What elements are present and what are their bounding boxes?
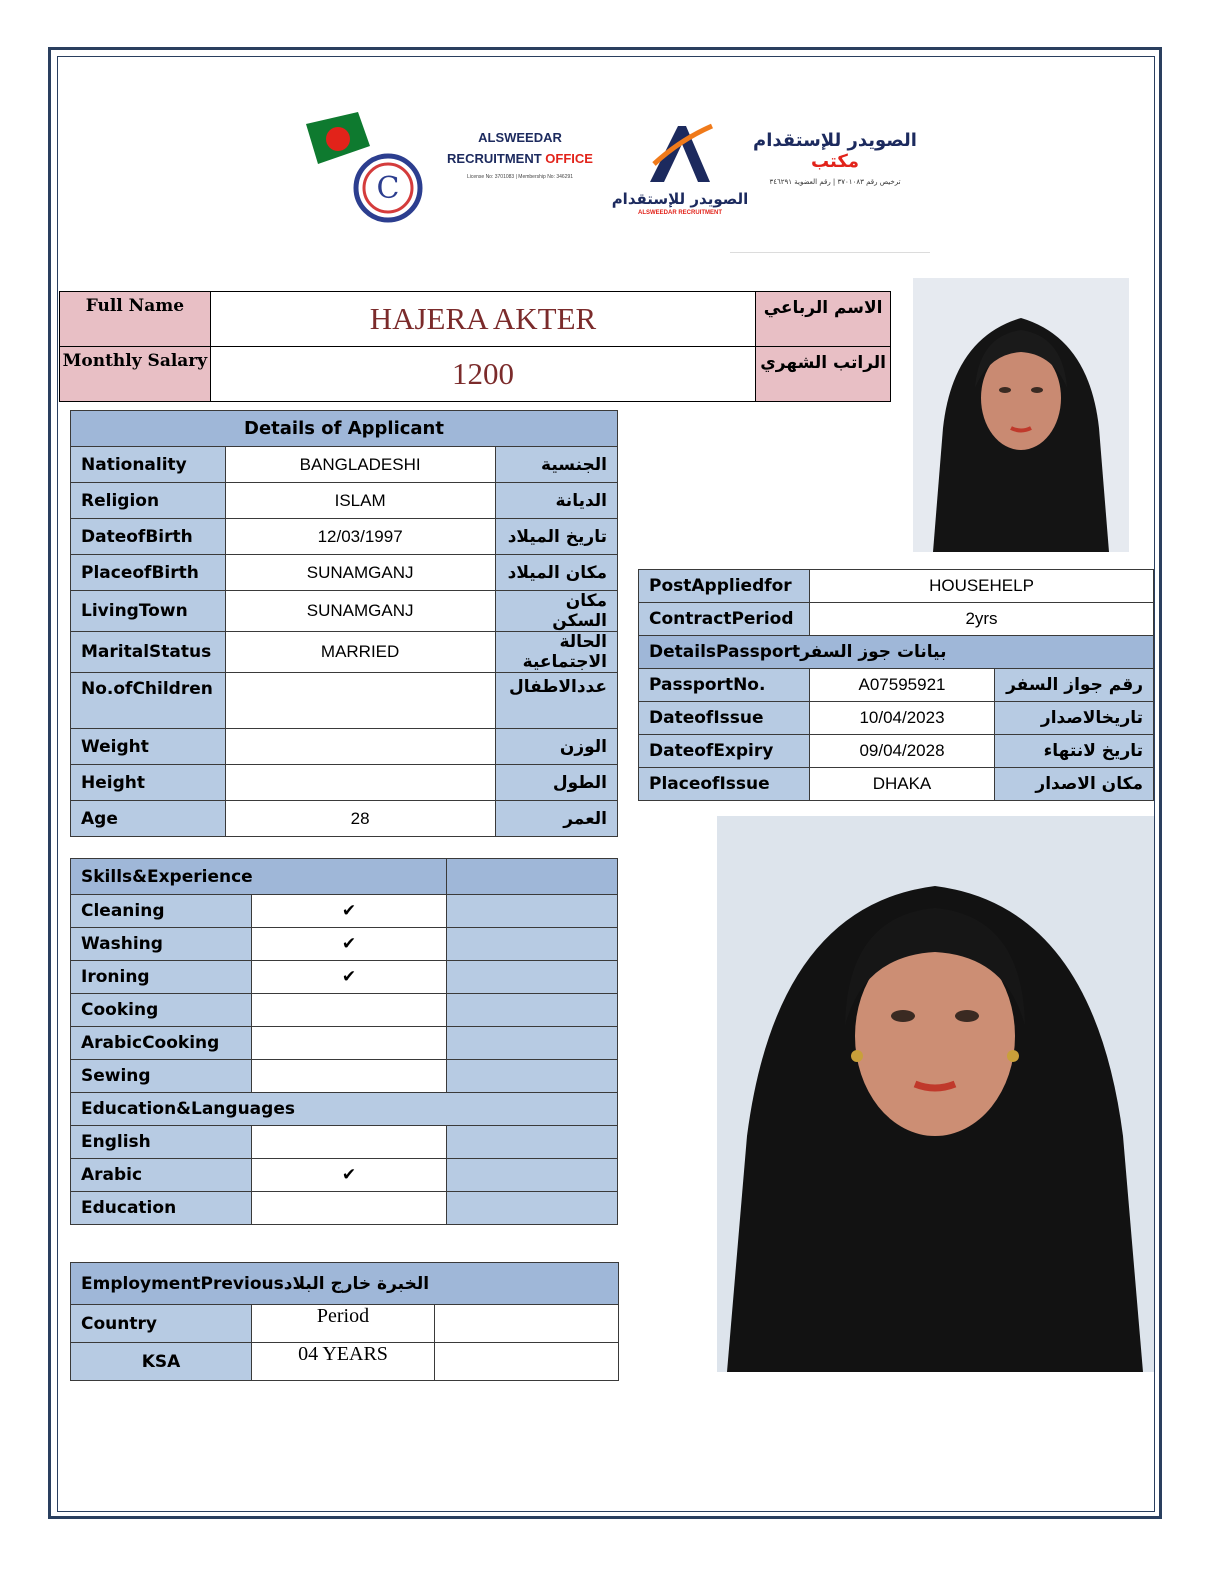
skill-sewing-label: Sewing xyxy=(71,1060,252,1093)
skill-washing-label: Washing xyxy=(71,928,252,961)
table-row xyxy=(71,1126,618,1159)
skill-arabic-cooking-label: ArabicCooking xyxy=(71,1027,252,1060)
table-row xyxy=(71,994,618,1027)
skill-ironing-check: ✔ xyxy=(252,961,447,994)
table-row xyxy=(71,519,618,555)
table-row xyxy=(71,961,618,994)
children-label-ar: عددالاطفال xyxy=(495,673,617,729)
table-row xyxy=(71,895,618,928)
living-town-label: LivingTown xyxy=(71,591,226,632)
table-row xyxy=(71,632,618,673)
skill-cleaning-check: ✔ xyxy=(252,895,447,928)
office-name-en xyxy=(445,130,595,180)
center-logo-ar: الصويدر للإستقدام xyxy=(611,190,749,208)
table-row xyxy=(71,447,618,483)
age-label-ar: العمر xyxy=(495,801,617,837)
education-label: Education xyxy=(71,1192,252,1225)
place-of-birth-value: SUNAMGANJ xyxy=(225,555,495,591)
alsweedar-a-logo xyxy=(640,120,720,190)
table-row xyxy=(71,765,618,801)
logo-banner xyxy=(290,100,940,260)
weight-label-ar: الوزن xyxy=(495,729,617,765)
living-town-value: SUNAMGANJ xyxy=(225,591,495,632)
employment-col-period: Period xyxy=(252,1305,435,1343)
contract-period-value: 2yrs xyxy=(810,603,1154,636)
post-applied-label: PostAppliedfor xyxy=(639,570,810,603)
skills-table xyxy=(70,858,618,1225)
height-label-ar: الطول xyxy=(495,765,617,801)
license-line: License No: 3701083 | Membership No: 346291 xyxy=(466,174,574,180)
living-town-label-ar: مكان السكن xyxy=(495,591,617,632)
portrait-small-image xyxy=(913,278,1129,552)
passport-section-title xyxy=(639,636,1154,669)
height-label: Height xyxy=(71,765,226,801)
employment-row-blank xyxy=(435,1343,619,1381)
date-of-issue-value: 10/04/2023 xyxy=(810,702,995,735)
place-of-birth-label-ar: مكان الميلاد xyxy=(495,555,617,591)
education-check xyxy=(252,1192,447,1225)
lang-english-extra xyxy=(447,1126,618,1159)
table-row xyxy=(639,570,1154,603)
office-name-line-2b: OFFICE xyxy=(545,151,593,166)
passport-no-label-ar: رقم جواز السفر xyxy=(995,669,1154,702)
passport-section-title-ar: بيانات جوز السفر xyxy=(800,642,947,662)
dob-value: 12/03/1997 xyxy=(225,519,495,555)
salary-row xyxy=(60,347,891,402)
employment-col-blank xyxy=(435,1305,619,1343)
office-name-line-2a: RECRUITMENT xyxy=(447,151,542,166)
name-salary-table xyxy=(59,291,891,402)
skills-title: Skills&Experience xyxy=(71,859,447,895)
table-row xyxy=(71,1159,618,1192)
office-name-ar-sub: ترخيص رقم ٣٧٠١٠٨٣ | رقم العضوية ٣٤٦٢٩١ xyxy=(769,178,901,186)
table-row xyxy=(639,669,1154,702)
post-applied-value: HOUSEHELP xyxy=(810,570,1154,603)
weight-value xyxy=(225,729,495,765)
salary-value: 1200 xyxy=(210,347,755,402)
table-row xyxy=(71,928,618,961)
svg-text:C: C xyxy=(376,171,400,206)
passport-table xyxy=(638,569,1154,801)
place-of-issue-value: DHAKA xyxy=(810,768,995,801)
table-row xyxy=(71,1060,618,1093)
office-name-ar-main: الصويدر للإستقدام xyxy=(753,130,917,151)
skill-cooking-check xyxy=(252,994,447,1027)
education-extra xyxy=(447,1192,618,1225)
full-name-label: Full Name xyxy=(60,292,211,347)
dob-label: DateofBirth xyxy=(71,519,226,555)
skill-washing-check: ✔ xyxy=(252,928,447,961)
details-header-row xyxy=(71,411,618,447)
skill-arabic-cooking-extra xyxy=(447,1027,618,1060)
employment-col-country: Country xyxy=(71,1305,252,1343)
table-row xyxy=(639,768,1154,801)
date-of-issue-label: DateofIssue xyxy=(639,702,810,735)
skill-ironing-label: Ironing xyxy=(71,961,252,994)
weight-label: Weight xyxy=(71,729,226,765)
table-row xyxy=(639,735,1154,768)
full-name-label-ar: الاسم الرباعي xyxy=(756,292,891,347)
marital-status-value: MARRIED xyxy=(225,632,495,673)
skill-cooking-extra xyxy=(447,994,618,1027)
skills-header-blank xyxy=(447,859,618,895)
passport-section-row xyxy=(639,636,1154,669)
religion-label: Religion xyxy=(71,483,226,519)
nationality-label: Nationality xyxy=(71,447,226,483)
table-row xyxy=(71,729,618,765)
children-value xyxy=(225,673,495,729)
date-of-expiry-label: DateofExpiry xyxy=(639,735,810,768)
employment-table xyxy=(70,1262,619,1381)
skill-sewing-extra xyxy=(447,1060,618,1093)
employment-title-en: EmploymentPrevious xyxy=(81,1273,284,1294)
portrait-large-image xyxy=(717,816,1154,1372)
table-row xyxy=(71,591,618,632)
place-of-issue-label: PlaceofIssue xyxy=(639,768,810,801)
education-title: Education&Languages xyxy=(71,1093,618,1126)
office-name-ar xyxy=(750,130,920,186)
lang-arabic-extra xyxy=(447,1159,618,1192)
place-of-birth-label: PlaceofBirth xyxy=(71,555,226,591)
skill-ironing-extra xyxy=(447,961,618,994)
table-row xyxy=(71,1027,618,1060)
applicant-photo-small xyxy=(913,278,1129,552)
date-of-expiry-value: 09/04/2028 xyxy=(810,735,995,768)
religion-label-ar: الديانة xyxy=(495,483,617,519)
table-row xyxy=(71,801,618,837)
full-name-row xyxy=(60,292,891,347)
table-row xyxy=(639,603,1154,636)
table-row xyxy=(71,1343,619,1381)
employment-period-value: 04 YEARS xyxy=(252,1343,435,1381)
table-row xyxy=(71,483,618,519)
passport-no-label: PassportNo. xyxy=(639,669,810,702)
skill-arabic-cooking-check xyxy=(252,1027,447,1060)
marital-status-label-ar: الحالة الاجتماعية xyxy=(495,632,617,673)
employment-header-row xyxy=(71,1263,619,1305)
applicant-photo-large xyxy=(717,816,1154,1372)
logo-divider xyxy=(730,252,930,253)
details-title: Details of Applicant xyxy=(71,411,618,447)
skill-washing-extra xyxy=(447,928,618,961)
marital-status-label: MaritalStatus xyxy=(71,632,226,673)
age-value: 28 xyxy=(225,801,495,837)
full-name-value: HAJERA AKTER xyxy=(210,292,755,347)
nationality-label-ar: الجنسية xyxy=(495,447,617,483)
date-of-expiry-label-ar: تاريخ لانتهاء xyxy=(995,735,1154,768)
center-logo-text xyxy=(610,190,750,216)
height-value xyxy=(225,765,495,801)
lang-english-label: English xyxy=(71,1126,252,1159)
salary-label-ar: الراتب الشهري xyxy=(756,347,891,402)
lang-english-check xyxy=(252,1126,447,1159)
age-label: Age xyxy=(71,801,226,837)
salary-label: Monthly Salary xyxy=(60,347,211,402)
nationality-value: BANGLADESHI xyxy=(225,447,495,483)
passport-section-title-en: DetailsPassport xyxy=(649,642,801,662)
skill-cleaning-label: Cleaning xyxy=(71,895,252,928)
employment-title-ar: الخبرة خارج البلاد xyxy=(283,1273,430,1294)
office-name-ar-prefix: مكتب xyxy=(810,151,859,172)
table-row xyxy=(71,673,618,729)
table-row xyxy=(639,702,1154,735)
center-logo-en: ALSWEEDAR RECRUITMENT xyxy=(638,210,722,216)
place-of-issue-label-ar: مكان الاصدار xyxy=(995,768,1154,801)
date-of-issue-label-ar: تاريخالاصدار xyxy=(995,702,1154,735)
lang-arabic-check: ✔ xyxy=(252,1159,447,1192)
lang-arabic-label: Arabic xyxy=(71,1159,252,1192)
table-row xyxy=(71,1192,618,1225)
table-row xyxy=(71,555,618,591)
education-header-row xyxy=(71,1093,618,1126)
details-table xyxy=(70,410,618,837)
contract-period-label: ContractPeriod xyxy=(639,603,810,636)
office-name-line-1: ALSWEEDAR xyxy=(478,130,562,145)
employment-country-value: KSA xyxy=(71,1343,252,1381)
religion-value: ISLAM xyxy=(225,483,495,519)
skill-cooking-label: Cooking xyxy=(71,994,252,1027)
skills-header-row xyxy=(71,859,618,895)
skill-cleaning-extra xyxy=(447,895,618,928)
children-label: No.ofChildren xyxy=(71,673,226,729)
employment-columns-row xyxy=(71,1305,619,1343)
passport-no-value: A07595921 xyxy=(810,669,995,702)
circle-c-logo xyxy=(352,150,424,226)
employment-title xyxy=(71,1263,619,1305)
dob-label-ar: تاريخ الميلاد xyxy=(495,519,617,555)
skill-sewing-check xyxy=(252,1060,447,1093)
